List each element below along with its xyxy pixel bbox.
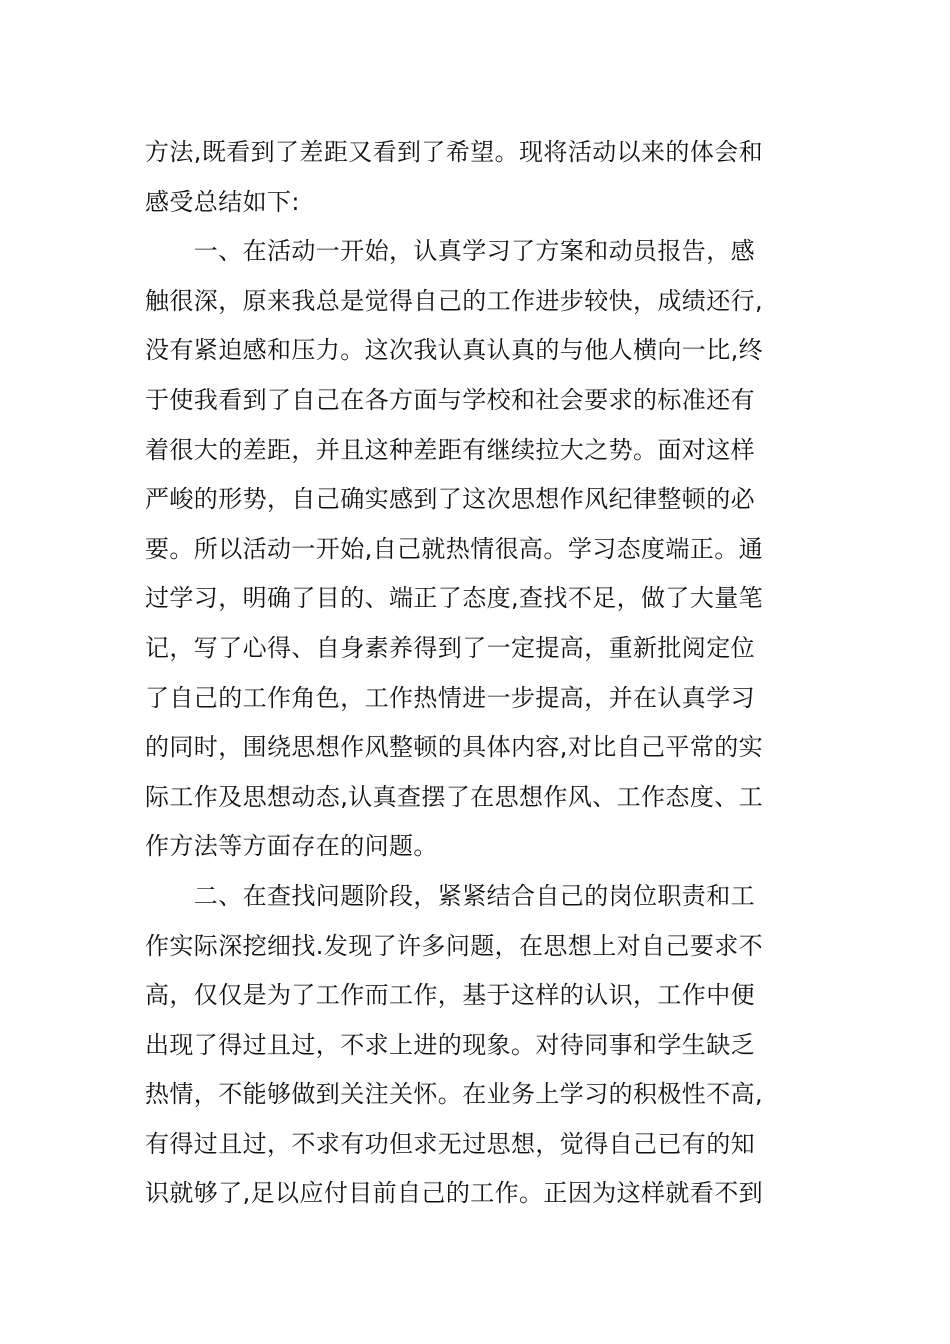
text-line: 有得过且过，不求有功但求无过思想，觉得自己已有的知	[145, 1129, 755, 1158]
text-line: 过学习，明确了目的、端正了态度,查找不足，做了大量笔	[145, 584, 764, 613]
text-line: 的同时，围绕思想作风整顿的具体内容,对比自己平常的实	[145, 733, 764, 762]
text-line: 感受总结如下:	[145, 187, 300, 216]
text-line: 了自己的工作角色，工作热情进一步提高，并在认真学习	[145, 683, 755, 712]
text-line: 高，仅仅是为了工作而工作，基于这样的认识，工作中便	[145, 981, 755, 1010]
text-line: 触很深，原来我总是觉得自己的工作进步较快，成绩还行,	[145, 286, 764, 315]
text-line: 方法,既看到了差距又看到了希望。现将活动以来的体会和	[145, 138, 764, 166]
text-line: 于使我看到了自己在各方面与学校和社会要求的标准还有	[145, 385, 755, 414]
body-text	[145, 128, 805, 1219]
text-line: 要。所以活动一开始,自己就热情很高。学习态度端正。通	[145, 534, 764, 563]
text-line: 识就够了,足以应付目前自己的工作。正因为这样就看不到	[145, 1179, 764, 1208]
text-line: 一、在活动一开始，认真学习了方案和动员报告，感	[145, 237, 755, 266]
text-line: 严峻的形势，自己确实感到了这次思想作风纪律整顿的必	[145, 485, 755, 514]
text-line: 作实际深挖细找.发现了许多问题，在思想上对自己要求不	[145, 931, 764, 960]
text-line: 出现了得过且过，不求上进的现象。对待同事和学生缺乏	[145, 1030, 755, 1059]
text-line: 二、在查找问题阶段，紧紧结合自己的岗位职责和工	[145, 881, 755, 910]
text-line: 记，写了心得、自身素养得到了一定提高，重新批阅定位	[145, 633, 755, 662]
text-line: 际工作及思想动态,认真查摆了在思想作风、工作态度、工	[145, 782, 764, 811]
text-line: 着很大的差距，并且这种差距有继续拉大之势。面对这样	[145, 435, 755, 464]
text-line: 没有紧迫感和压力。这次我认真认真的与他人横向一比,终	[145, 336, 764, 365]
text-line: 作方法等方面存在的问题。	[145, 832, 438, 861]
text-line: 热情，不能够做到关注关怀。在业务上学习的积极性不高,	[145, 1080, 764, 1109]
